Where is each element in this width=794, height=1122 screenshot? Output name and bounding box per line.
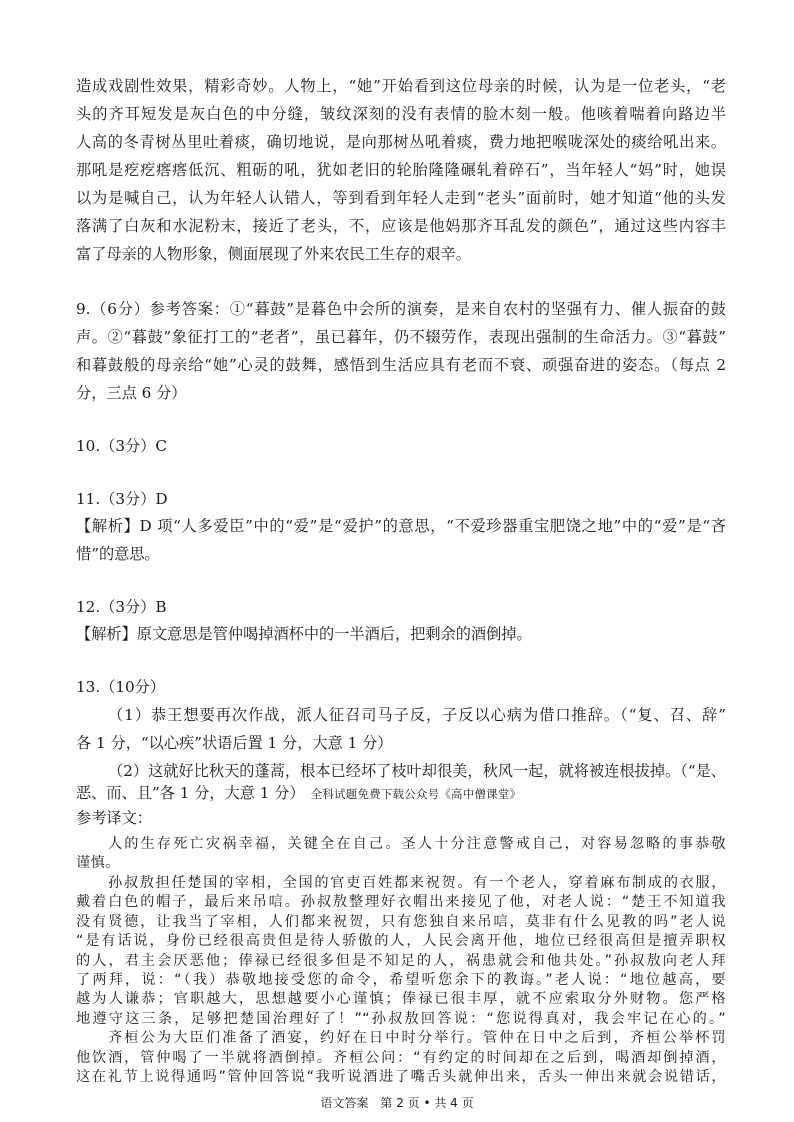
q12-answer: 12.（3分）B: [76, 598, 167, 616]
q13-scoring-2-text: 恶、而、且”各 1 分，大意 1 分）: [76, 784, 305, 802]
text-line: 头的齐耳短发是灰白色的中分缝，皱纹深刻的没有表情的脸木刻一般。他咳着喘着向路边半: [76, 105, 726, 123]
text-line: 造成戏剧性效果，精彩奇妙。人物上，“她”开始看到这位母亲的时候，认为是一位老头，“老: [76, 77, 726, 95]
translation-line: 齐桓公为大臣们准备了酒宴，约好在日中时分举行。管仲在日中之后到，齐桓公举杯罚: [108, 1030, 726, 1047]
translation-line: 谨慎。: [76, 855, 120, 872]
translation-line: 他饮酒，管仲喝了一半就将酒倒掉。齐桓公问：“有约定的时间却在之后到，喝酒却倒掉酒，: [76, 1049, 726, 1066]
text-line: 人高的冬青树丛里吐着痰，确切地说，是向那树丛吼着痰，费力地把喉咙深处的痰给吼出来。: [76, 133, 726, 151]
watermark-text: 全科试题免费下载公众号《高中僧课堂》: [310, 787, 522, 801]
translation-line: “是有话说，身份已经很高贵但是待人骄傲的人，人民会离开他，地位已经很高但是擅弄职权: [76, 933, 726, 950]
q13-translation-1: （1）恭王想要再次作战，派人征召司马子反，子反以心病为借口推辞。（“复、召、辞”: [108, 706, 726, 724]
text-line: 落满了白灰和水泥粉末，接近了老头，不，应该是他妈那齐耳乱发的颜色”，通过这些内容丰: [76, 217, 726, 235]
q13-heading: 13.（10分）: [76, 678, 166, 696]
q10-answer: 10.（3分）C: [76, 437, 167, 455]
translation-line: 孙叔敖担任楚国的宰相，全国的官吏百姓都来祝贺。有一个老人，穿着麻布制成的衣服，: [108, 874, 726, 891]
q9-answer-line: 分，三点 6 分）: [76, 384, 187, 402]
text-line: 那吼是疙疙瘩瘩低沉、粗砺的吼，犹如老旧的轮胎隆隆碾轧着碎石”，当年轻人“妈”时，她误: [76, 161, 726, 179]
q13-scoring-1: 各 1 分，“以心疾”状语后置 1 分，大意 1 分）: [76, 734, 393, 752]
translation-line: 人的生存死亡灾祸幸福，关键全在自己。圣人十分注意警戒自己，对容易忽略的事恭敬: [108, 836, 726, 852]
reference-translation-heading: 参考译文：: [76, 809, 152, 827]
translation-line: 没有贤德，让我当了宰相，人们都来祝贺，只有您独自来吊唁，莫非有什么见教的吗”老人说: [76, 913, 726, 930]
q12-analysis: 【解析】原文意思是管仲喝掉酒杯中的一半酒后，把剩余的酒倒掉。: [76, 625, 532, 643]
q9-answer-line: 和暮鼓般的母亲给“她”心灵的鼓舞，感悟到生活应具有老而不衰、顽强奋进的姿态。（每点 2: [76, 356, 726, 374]
translation-line: 的人，君主会厌恶他；俸禄已经很多但是不知足的人，祸患就会和他共处。”孙叔敖向老人拜: [76, 952, 726, 969]
q11-analysis-line: 惜”的意思。: [76, 545, 160, 563]
translation-line: 地遵守这三条，足够把楚国治理好了！”“孙叔敖回答说：“您说得真对，我会牢记在心的。”: [76, 1010, 726, 1027]
translation-line: 戴着白色的帽子，最后来吊唁。孙叔敖整理好衣帽出来接见了他，对老人说：“楚王不知道我: [76, 894, 726, 911]
translation-line: 了两拜，说：“（我）恭敬地接受您的命令，希望听您余下的教诲。”老人说：“地位越高，要: [76, 971, 726, 988]
text-line: 富了母亲的人物形象，侧面展现了外来农民工生存的艰辛。: [76, 245, 471, 263]
translation-line: 这在礼节上说得通吗”管仲回答说“我听说酒进了嘴舌头就伸出来，舌头一伸出来就会说错话，: [76, 1069, 726, 1085]
q11-answer: 11.（3分）D: [76, 490, 168, 508]
q9-answer-line: 9.（6分）参考答案：①“暮鼓”是暮色中会所的演奏，是来自农村的坚强有力、催人振奋的鼓: [76, 300, 726, 318]
q13-translation-2: （2）这就好比秋天的蓬蒿，根本已经坏了枝叶却很美，秋风一起，就将被连根拔掉。（“是、: [108, 762, 726, 780]
q11-analysis-line: 【解析】D 项“人多爱臣”中的“爱”是“爱护”的意思，“不爱珍器重宝肥饶之地”中的“爱”是“吝: [76, 517, 726, 535]
page-footer: 语文答案 第 2 页 • 共 4 页: [320, 1096, 474, 1110]
q13-scoring-2: [76, 783, 726, 804]
translation-line: 越为人谦恭；官职越大，思想越要小心谨慎；俸禄已很丰厚，就不应索取分外财物。您严格: [76, 991, 726, 1008]
text-line: 以为是喊自己，认为年轻人认错人，等到看到年轻人走到“老头”面前时，她才知道“他的头发: [76, 189, 726, 207]
q9-answer-line: 声。②“暮鼓”象征打工的“老者”，虽已暮年，仍不辍劳作，表现出强制的生命活力。③“暮鼓”: [76, 328, 726, 346]
